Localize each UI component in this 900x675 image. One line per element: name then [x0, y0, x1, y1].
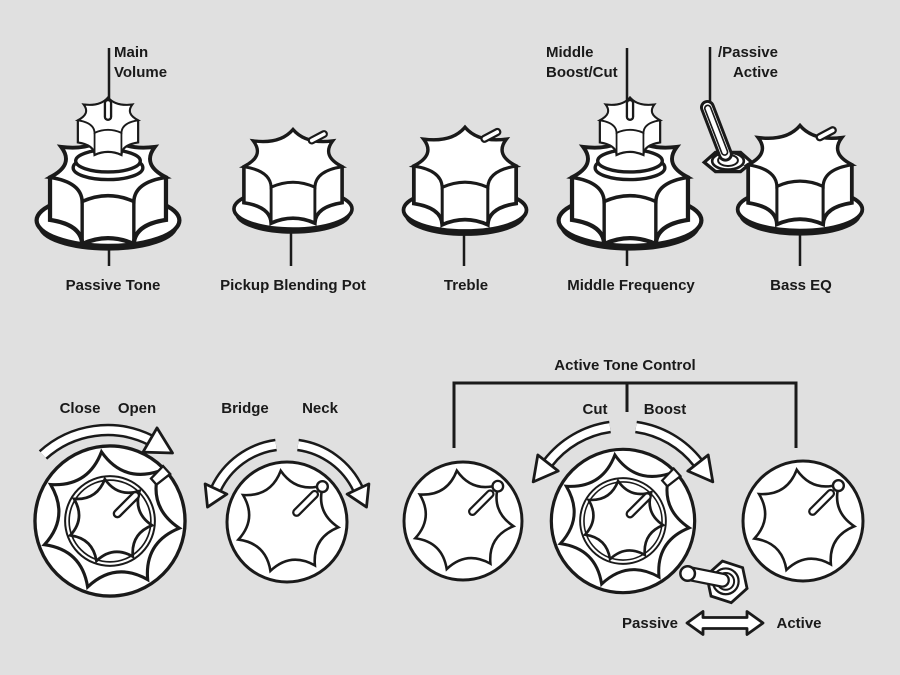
middle-boost-cut-label	[546, 43, 618, 83]
passive-active-arrow	[687, 612, 763, 635]
passive-tone-label: Passive Tone	[65, 277, 161, 294]
treble-label: Treble	[443, 277, 489, 294]
bass-eq-label: Bass EQ	[770, 277, 832, 294]
active-tone-control-title: Active Tone Control	[554, 357, 696, 374]
active-tone-knob-right	[743, 461, 863, 581]
main-volume-label	[114, 43, 167, 83]
active-tone-knob-middle	[550, 447, 694, 593]
main-volume-label-line2: Volume	[114, 64, 168, 81]
pickup-blending-pot-label: Pickup Blending Pot	[220, 277, 366, 294]
close-label: Close	[59, 400, 101, 417]
passive-active-toggle-label	[700, 43, 778, 83]
tone-dial-top-view	[34, 444, 185, 596]
middle-stacked-knob	[559, 98, 702, 249]
bass-eq-knob	[738, 126, 863, 234]
passive-mode-label: Passive	[622, 615, 678, 632]
active-tone-bracket	[454, 383, 796, 448]
active-tone-knob-left	[404, 462, 522, 580]
blend-dial-top-view	[227, 462, 347, 582]
middle-boost-cut-label-line1: Middle	[546, 44, 594, 61]
pickup-blend-knob	[234, 130, 352, 232]
bridge-label: Bridge	[221, 400, 269, 417]
mode-toggle-side-view	[680, 558, 752, 606]
volume-tone-stacked-knob	[37, 98, 180, 249]
middle-boost-cut-label-line2: Boost/Cut	[546, 64, 618, 81]
treble-knob	[404, 128, 527, 235]
neck-label: Neck	[302, 400, 338, 417]
open-label: Open	[117, 400, 157, 417]
passive-active-toggle-label-line1: /Passive	[717, 44, 778, 61]
middle-frequency-label: Middle Frequency	[567, 277, 695, 294]
cut-label: Cut	[582, 401, 608, 418]
mode-toggle-switch	[700, 100, 752, 172]
active-mode-label: Active	[776, 615, 822, 632]
main-volume-label-line1: Main	[114, 44, 149, 61]
boost-label: Boost	[643, 401, 687, 418]
passive-active-toggle-label-line2: Active	[732, 64, 778, 81]
